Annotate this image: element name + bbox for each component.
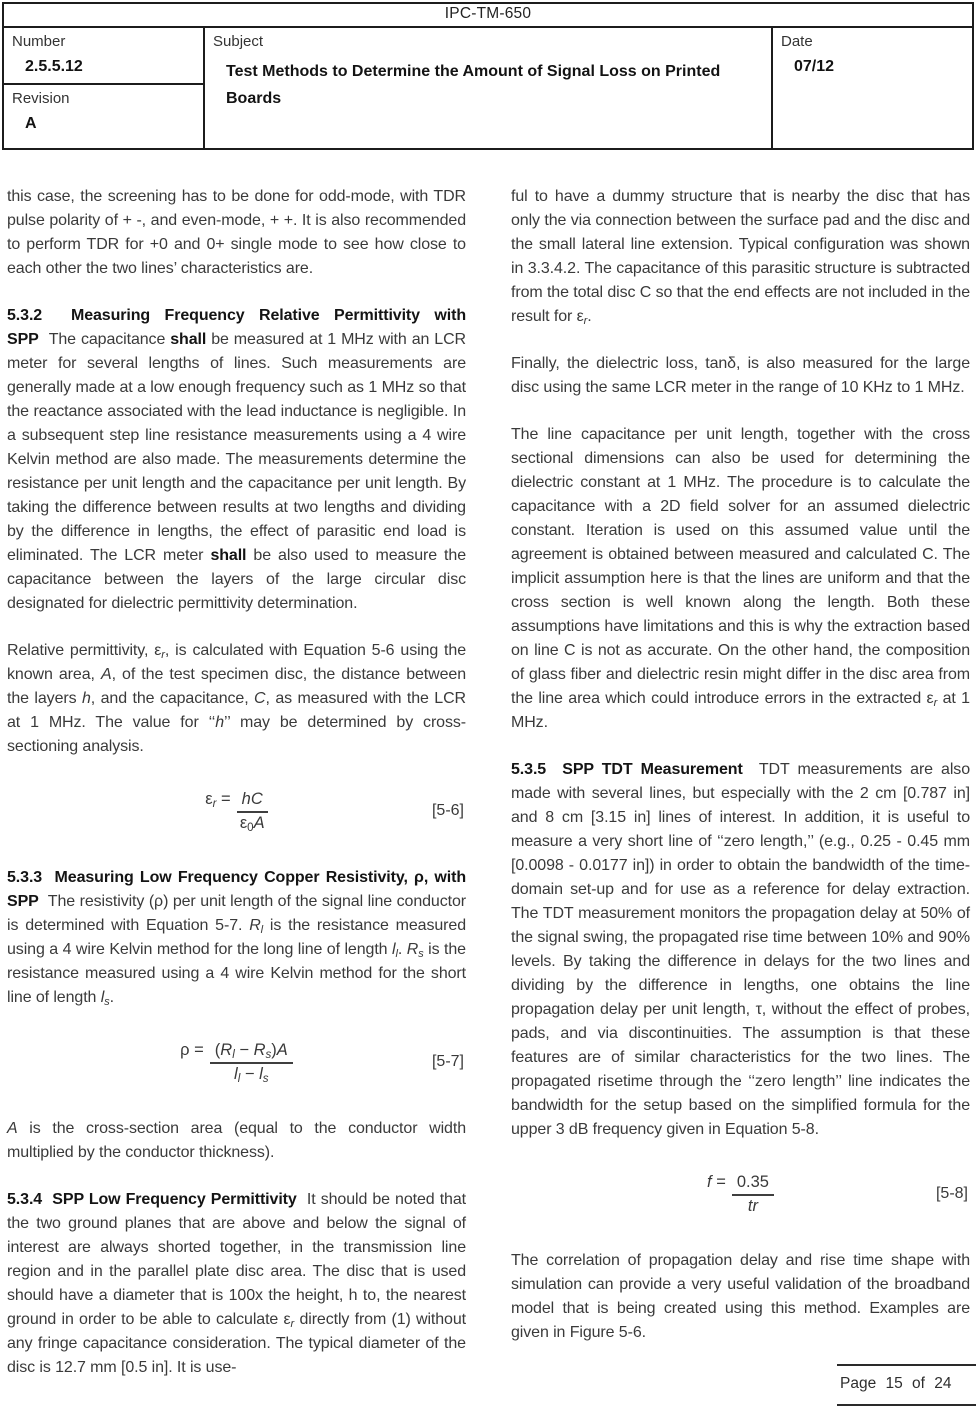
- equation-body: f = $\frac{0.35}{tr}$: [707, 1173, 774, 1216]
- left-column: [7, 185, 466, 1403]
- doc-title: IPC-TM-650: [4, 4, 972, 28]
- revision-value: A: [25, 115, 37, 132]
- revision-cell: [4, 85, 203, 148]
- paragraph: Relative permittivity, $\varepsilon_r$, is calculated with Equation 5-6 using the known area, A, of the test specimen disc, the distance between the layers h, and the capacitance, C, as measured with the LCR at 1 MHz. The value for ‘‘h’’ may be determined by cross-sectioning analysis.: [7, 642, 466, 755]
- header-grid: [4, 28, 972, 148]
- date-value: 07/12: [794, 58, 835, 75]
- date-label: Date: [781, 33, 813, 50]
- revision-label: Revision: [12, 90, 70, 107]
- paragraph: ful to have a dummy structure that is nearby the disc that has only the via connection between the surface pad and the disc and the small lateral line extension. Typical configuration was shown in 3.3.4.2. The capacitance of this parasitic structure is subtracted from the total disc C so that the end effects are not included in the result for $\varepsilon_r$.: [511, 188, 970, 328]
- section-paragraph: 5.3.3 Measuring Low Frequency Copper Resistivity, ρ, with SPP The resistivity (ρ) per unit length of the signal line conductor is determined with Equation 5-7. $R_l$ is the resistance measured using a 4 wire Kelvin method for the long line of length $l_l$. $R_s$ is the resistance measured using a 4 wire Kelvin method for the short line of length $l_s$.: [7, 869, 466, 1009]
- header-table: [2, 2, 974, 150]
- number-label: Number: [12, 33, 66, 50]
- equation-label: [5-7]: [431, 1053, 464, 1070]
- subject-cell: [205, 28, 773, 148]
- subject-label: Subject: [213, 33, 264, 50]
- subject-value: Test Methods to Determine the Amount of Signal Loss on Printed Boards: [226, 63, 721, 107]
- right-column: [511, 185, 970, 1403]
- header-left-column: [4, 28, 205, 148]
- paragraph: The correlation of propagation delay and rise time shape with simulation can provide a very useful validation of the broadband model that is being created using this method. Examples are given in Figure 5-6.: [511, 1252, 970, 1341]
- equation: [7, 782, 466, 840]
- equation-label: [5-6]: [431, 802, 464, 819]
- equation-label: [5-8]: [935, 1185, 968, 1202]
- section-paragraph: 5.3.4 SPP Low Frequency Permittivity It should be noted that the two ground planes that are above and below the signal of interest are always shorted together, in the transmission line region and in the parallel plate disc area. The disc that is used should have a diameter that is 100x the height, h to, the nearest ground in order to be able to calculate $\varepsilon_r$ directly from (1) without any fringe capacitance consideration. The typical diameter of the disc is 12.7 mm [0.5 in]. It is use-: [7, 1191, 466, 1376]
- paragraph: Finally, the dielectric loss, tanδ, is also measured for the large disc using the same LCR meter in the range of 10 KHz to 1 MHz.: [511, 355, 970, 396]
- document-body: [7, 185, 970, 1403]
- page-footer: [837, 1364, 976, 1406]
- equation: [511, 1165, 970, 1223]
- equation-body: $\varepsilon_r$ = $\frac{hC}{\varepsilon_0A}$: [205, 790, 268, 833]
- date-cell: [773, 28, 972, 148]
- equation-body: ρ = $\frac{(R_l - R_s)A}{l_l - l_s}$: [180, 1041, 293, 1084]
- number-value: 2.5.5.12: [25, 58, 83, 75]
- equation: [7, 1033, 466, 1091]
- paragraph: this case, the screening has to be done for odd-mode, with TDR pulse polarity of + -, and even-mode, + +. It is also recommended to perform TDR for +0 and 0+ single mode to see how close to each other the two lines’ characteristics are.: [7, 188, 466, 277]
- section-paragraph: 5.3.5 SPP TDT Measurement TDT measurements are also made with several lines, but especially with the 2 cm [0.787 in] and 8 cm [3.15 in] lines of interest. In addition, it is useful to measure a very short line of ‘‘zero length,’’ (e.g., 0.25 - 0.45 mm [0.0098 - 0.0177 in]) in order to obtain the bandwidth of the time-domain set-up and for use as a reference for delay extraction. The TDT measurement monitors the propagation delay at 50% of the signal swing, the propagated rise time between 10% and 90% levels. By taking the difference in delays for the two lines and dividing by the difference in lengths, one obtains the line propagation delay per unit length, τ, without the effect of probes, pads, and via discontinuities. The assumption is that these features are of similar characteristics for the two lines. The propagated risetime through the ‘‘zero length’’ line indicates the bandwidth for the setup based on the simplified formula for the upper 3 dB frequency given in Equation 5-8.: [511, 761, 970, 1138]
- section-paragraph: 5.3.2 Measuring Frequency Relative Permittivity with SPP The capacitance shall be measured at 1 MHz with an LCR meter for several lengths of lines. Such measurements are generally made at a low enough frequency such as 1 MHz so that the reactance associated with the lead inductance is negligible. In a subsequent step line resistance measurements using a 4 wire Kelvin method are also made. The measurements determine the resistance per unit length and the capacitance per unit length. By taking the difference between results at two lengths and dividing by the difference in lengths, the effect of parasitic end load is eliminated. The LCR meter shall be also used to measure the capacitance between the layers of the large circular disc designated for dielectric permittivity determination.: [7, 307, 466, 612]
- number-cell: [4, 28, 203, 85]
- page-number: Page 15 of 24: [840, 1375, 952, 1392]
- paragraph: The line capacitance per unit length, together with the cross sectional dimensions can also be used for determining the dielectric constant at 1 MHz. The procedure is to calculate the capacitance with a 2D field solver for an assumed dielectric constant. Iteration is used on this assumed value until the agreement is obtained between measured and calculated C. The implicit assumption here is that the lines are uniform and that the cross section is well known along the length. Both these assumptions have limitations and this is why the extraction based on line C is not as accurate. On the other hand, the composition of glass fiber and dielectric resin might differ in the disc area from the line area which could introduce errors in the extracted $\varepsilon_r$ at 1 MHz.: [511, 426, 970, 731]
- paragraph: A is the cross-section area (equal to the conductor width multiplied by the conductor thickness).: [7, 1120, 466, 1161]
